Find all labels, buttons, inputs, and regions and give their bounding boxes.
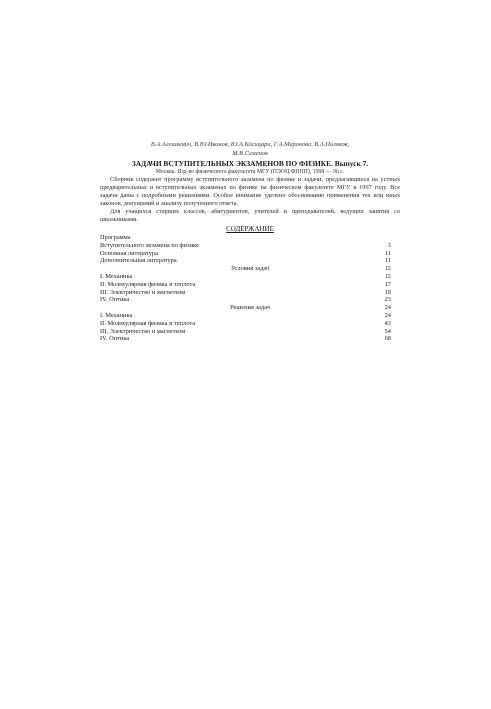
toc-entry [100,335,400,343]
toc-entry-label: IV. Оптика [100,296,130,304]
toc-entry-page: 11 [384,249,391,257]
toc-entry [100,234,400,242]
toc-entry-page: 12 [384,265,391,273]
toc-entry [100,296,400,304]
toc-entry [100,328,400,336]
toc-entry-page: 68 [384,335,391,343]
toc-entry-page: 3 [387,241,391,249]
toc-heading: СОДЕРЖАНИЕ [226,225,274,233]
document-page [100,140,400,343]
authors-line-1: В.А.Алешкевич, В.Ю.Иванов, Ю.А.Косицара, Г.А.Миронова, В.А.Поляков, [150,141,350,148]
toc-entry-label: I. Механика [100,272,133,280]
authors [100,140,400,158]
toc-entry [100,242,400,250]
toc-entry-page: 19 [384,288,391,296]
toc-entry-page: 23 [384,296,391,304]
toc-entry-page: 17 [384,280,391,288]
toc-entry [100,281,400,289]
book-title: ЗАДАЧИ ВСТУПИТЕЛЬНЫХ ЭКЗАМЕНОВ ПО ФИЗИКЕ. Выпуск 7. [131,159,369,168]
toc-entry-page: 12 [384,272,391,280]
toc-entry [100,289,400,297]
table-of-contents [100,234,400,343]
toc-entry-label: Решения задач [230,304,270,312]
toc-section-heading [100,265,400,273]
toc-entry [100,320,400,328]
toc-entry-page: 11 [384,257,391,265]
toc-entry-label: III. Электричество и магнетизм [100,288,186,296]
toc-entry-page: 43 [384,319,391,327]
toc-section-heading [100,304,400,312]
toc-entry [100,312,400,320]
toc-entry [100,257,400,265]
toc-entry-page: 54 [384,327,391,335]
toc-entry-page: 24 [384,311,391,319]
toc-entry [100,250,400,258]
toc-entry-label: Вступительного экзамена по физике [100,241,199,249]
audience-paragraph: Для учащихся старших классов, абитуриентов, учителей и преподавателей, ведущих занятия со школьниками. [100,208,400,223]
toc-entry-label: Дополнительная литература [100,257,177,265]
authors-line-2: М.В.Семенов [232,150,268,157]
toc-entry-label: Основная литература [100,249,158,257]
toc-entry-label: III. Электричество и магнетизм [100,327,186,335]
imprint: Москва. Изд-во физического факультета МГУ (ПЭОЦ ФНПП), 1998 — 96 с. [155,169,345,175]
toc-entry-label: Условия задач [230,265,270,273]
abstract-paragraph: Сборник содержит программу вступительного экзамена по физике и задачи, предлагавшиеся на устных предварительных и вступительных экзаменах по физике на физическом факультете МГУ в 1997 году. Все задачи даны с подробными решениями. Особое внимание уделено обоснованию применения тех или иных законов, допущений и анализу полученного ответа. [100,176,400,207]
toc-entry-label: Программа [100,234,131,241]
toc-entry-label: IV. Оптика [100,335,130,343]
toc-entry-page: 24 [384,304,391,312]
toc-entry-label: II. Молекулярная физика и теплота [100,319,196,327]
toc-entry-label: I. Механика [100,311,133,319]
toc-entry [100,273,400,281]
toc-entry-label: II. Молекулярная физика и теплота [100,280,196,288]
